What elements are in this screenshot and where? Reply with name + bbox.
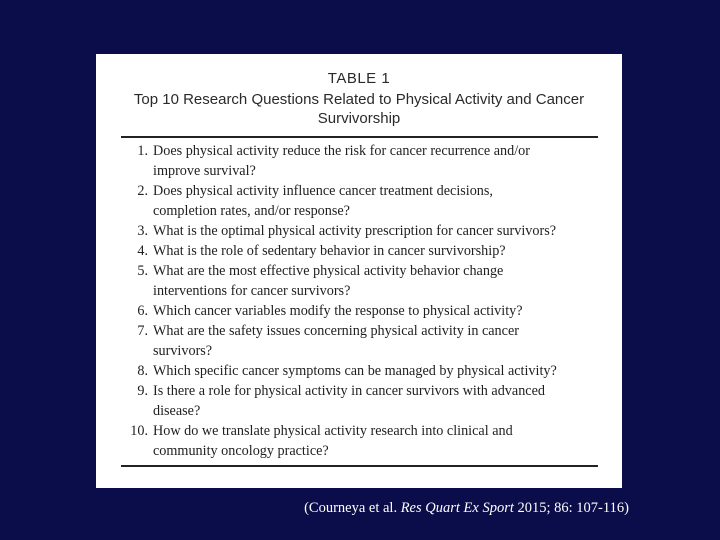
question-text: [153, 241, 601, 261]
question-item-3: [121, 221, 601, 241]
question-line: What is the optimal physical activity prescription for cancer survivors?: [153, 223, 557, 239]
question-text: [153, 221, 601, 241]
table-title: [96, 90, 622, 128]
question-line: improve survival?: [153, 163, 256, 179]
citation-details: 2015; 86: 107-116): [513, 500, 629, 516]
question-line: What are the most effective physical activity behavior change: [153, 263, 504, 279]
citation-journal: Res Quart Ex Sport: [400, 500, 514, 516]
question-item-9: [121, 381, 601, 421]
question-item-7: [121, 321, 601, 361]
question-line: What are the safety issues concerning physical activity in cancer: [153, 323, 519, 339]
question-line: completion rates, and/or response?: [153, 203, 350, 219]
question-number: 2.: [137, 183, 148, 199]
table-card: [96, 54, 622, 488]
question-item-10: [121, 421, 601, 461]
question-text: [153, 181, 601, 221]
citation-authors: (Courneya et al.: [304, 500, 401, 516]
question-line: survivors?: [153, 343, 213, 359]
question-number: 4.: [137, 243, 148, 259]
question-line: Does physical activity influence cancer treatment decisions,: [153, 183, 493, 199]
question-text: [153, 141, 601, 181]
question-number: 8.: [137, 363, 148, 379]
question-item-6: [121, 301, 601, 321]
question-text: [153, 321, 601, 361]
question-number: 10.: [130, 423, 148, 439]
question-number: 7.: [137, 323, 148, 339]
question-line: What is the role of sedentary behavior in cancer survivorship?: [153, 243, 506, 259]
question-line: interventions for cancer survivors?: [153, 283, 351, 299]
citation: [0, 500, 720, 517]
question-line: Is there a role for physical activity in cancer survivors with advanced: [153, 383, 545, 399]
question-item-1: [121, 141, 601, 181]
question-text: [153, 361, 601, 381]
question-item-2: [121, 181, 601, 221]
table-bottom-rule: [121, 465, 598, 467]
table-title-line-2: Survivorship: [317, 110, 401, 127]
question-line: Does physical activity reduce the risk for cancer recurrence and/or: [153, 143, 530, 159]
question-line: How do we translate physical activity research into clinical and: [153, 423, 513, 439]
question-number: 9.: [137, 383, 148, 399]
question-number: 3.: [137, 223, 148, 239]
table-top-rule: [121, 136, 598, 138]
question-line: Which specific cancer symptoms can be managed by physical activity?: [153, 363, 557, 379]
question-list: [121, 141, 601, 461]
question-text: [153, 301, 601, 321]
question-number: 5.: [137, 263, 148, 279]
question-item-5: [121, 261, 601, 301]
question-line: Which cancer variables modify the response to physical activity?: [153, 303, 523, 319]
question-item-4: [121, 241, 601, 261]
question-text: [153, 261, 601, 301]
question-text: [153, 421, 601, 461]
table-label: TABLE 1: [327, 70, 391, 87]
question-number: 6.: [137, 303, 148, 319]
question-text: [153, 381, 601, 421]
question-line: disease?: [153, 403, 201, 419]
table-title-line-1: Top 10 Research Questions Related to Physical Activity and Cancer: [133, 91, 585, 108]
question-item-8: [121, 361, 601, 381]
question-line: community oncology practice?: [153, 443, 329, 459]
question-number: 1.: [137, 143, 148, 159]
